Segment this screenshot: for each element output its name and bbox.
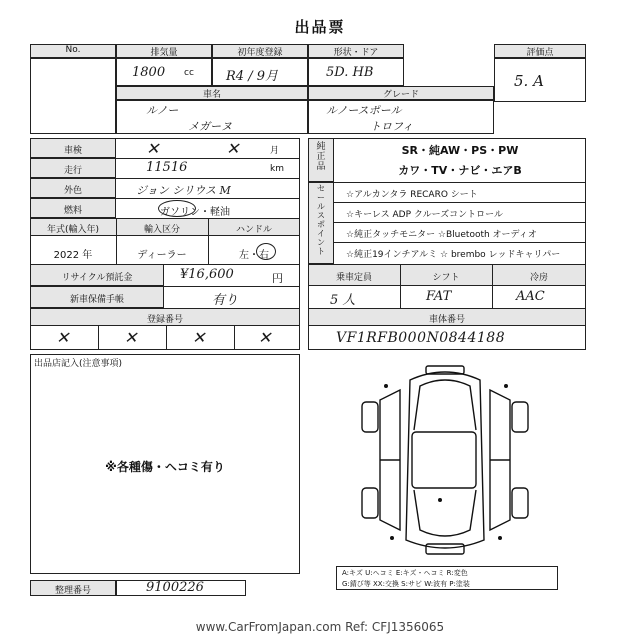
damage-mark — [504, 384, 508, 388]
shape-label: 形状・ドア — [333, 48, 379, 58]
import-label: 輸入区分 — [143, 225, 180, 235]
shift-label: シフト — [432, 273, 460, 283]
inspection-month: 月 — [270, 146, 280, 156]
plate-mark: ✕ — [56, 328, 70, 347]
handle-value: 左・右 — [239, 250, 269, 261]
plate-mark: ✕ — [192, 328, 206, 347]
fuel-circle — [158, 200, 196, 217]
mileage-label: 走行 — [63, 166, 82, 176]
recycle-unit: 円 — [272, 272, 283, 285]
row-divider — [334, 242, 586, 243]
car-name-label: 車名 — [202, 90, 221, 100]
grade-line2: トロフィ — [370, 120, 414, 133]
first-reg-value: R4 / 9月 — [226, 69, 278, 84]
sales-point: ☆純正19インチアルミ ☆ brembo レッドキャリパー — [346, 250, 561, 260]
sales-point: ☆キーレス ADP クルーズコントロール — [346, 210, 503, 220]
service-book-label: 新車保備手帳 — [69, 295, 124, 305]
car-roof — [412, 432, 476, 488]
vin-label: 車体番号 — [428, 315, 465, 325]
wheel-front-left — [362, 402, 378, 432]
fuel-value: ガソリン・軽油 — [160, 207, 230, 218]
year-value: 2022 年 — [53, 250, 93, 261]
footer-watermark: www.CarFromJapan.com Ref: CFJ1356065 — [195, 620, 445, 634]
col-divider — [98, 326, 99, 350]
grade-line1: ルノースポール — [326, 104, 402, 117]
col-divider — [234, 326, 235, 350]
col-divider — [492, 264, 493, 308]
col-divider — [400, 264, 401, 308]
service-book-value: 有り — [212, 293, 239, 308]
row-divider — [334, 222, 586, 223]
displacement-unit: cc — [184, 68, 194, 78]
grade-label: グレード — [382, 90, 419, 100]
mileage-value: 11516 — [146, 160, 188, 175]
score-value: 5. A — [514, 72, 544, 90]
car-name-line1: ルノー — [146, 104, 179, 117]
inspection-value-1: ✕ — [146, 139, 160, 158]
damage-mark — [384, 384, 388, 388]
row-divider — [308, 182, 586, 183]
no-label: No. — [65, 45, 81, 55]
plate-mark: ✕ — [124, 328, 138, 347]
legend-line: A:キズ U:ヘコミ E:キズ・ヘコミ R:変色 — [342, 569, 468, 577]
shape-value: 5D. HB — [326, 65, 374, 80]
ac-label: 冷房 — [529, 273, 548, 283]
fuel-label: 燃料 — [63, 206, 82, 216]
remarks-note: ※各種傷・ヘコミ有り — [105, 460, 225, 474]
sales-point: ☆純正タッチモニター ☆Bluetooth オーディオ — [346, 230, 537, 240]
no-value-cell — [30, 58, 116, 134]
mileage-unit: km — [270, 164, 284, 174]
year-label: 年式(輸入年) — [46, 225, 100, 235]
sales-point: ☆アルカンタラ RECARO シート — [346, 190, 478, 200]
rear-bumper — [426, 544, 464, 554]
score-label: 評価点 — [526, 48, 554, 58]
color-label: 外色 — [63, 186, 82, 196]
row-divider — [334, 202, 586, 203]
damage-mark — [390, 536, 394, 540]
sheet-title: 出品票 — [294, 18, 346, 36]
car-trunk — [414, 490, 476, 536]
genuine-line1: SR・純AW・PS・PW — [401, 144, 519, 157]
genuine-line2: カワ・TV・ナビ・エアB — [398, 164, 522, 177]
first-reg-label: 初年度登録 — [237, 48, 283, 58]
displacement-label: 排気量 — [150, 48, 178, 58]
plate-mark: ✕ — [258, 328, 272, 347]
legend-line: G:錆び等 XX:交換 S:サビ W:波有 P:塗装 — [342, 580, 470, 588]
inspection-label: 車検 — [63, 146, 82, 156]
displacement-value: 1800 — [132, 65, 166, 80]
genuine-label: 純正品 — [316, 142, 326, 172]
sales-label: セールスポイント — [317, 184, 325, 256]
wheel-front-right — [512, 402, 528, 432]
plate-label: 登録番号 — [146, 315, 183, 325]
wheel-rear-right — [512, 488, 528, 518]
damage-mark — [498, 536, 502, 540]
car-damage-diagram — [340, 360, 550, 560]
consign-value: 9100226 — [146, 580, 204, 595]
handle-label: ハンドル — [235, 225, 272, 235]
import-value: ディーラー — [137, 250, 187, 261]
car-name-line2: メガーヌ — [188, 120, 232, 133]
recycle-value: ¥16,600 — [180, 267, 234, 282]
car-hood — [414, 380, 476, 430]
col-divider — [166, 326, 167, 350]
remarks-label: 出品店記入(注意事項) — [34, 359, 123, 369]
inspection-value-2: ✕ — [226, 139, 240, 158]
vin-value: VF1RFB000N0844188 — [336, 330, 506, 346]
consign-label: 整理番号 — [54, 586, 91, 596]
wheel-rear-left — [362, 488, 378, 518]
recycle-label: リサイクル預託金 — [61, 273, 133, 283]
capacity-value: 5 人 — [330, 293, 356, 308]
capacity-label: 乗車定員 — [335, 273, 372, 283]
damage-mark — [438, 498, 442, 502]
ac-value: AAC — [516, 289, 545, 304]
handle-circle — [256, 243, 276, 260]
color-value: ジョン シリウス M — [136, 184, 231, 197]
shift-value: FAT — [426, 289, 452, 304]
